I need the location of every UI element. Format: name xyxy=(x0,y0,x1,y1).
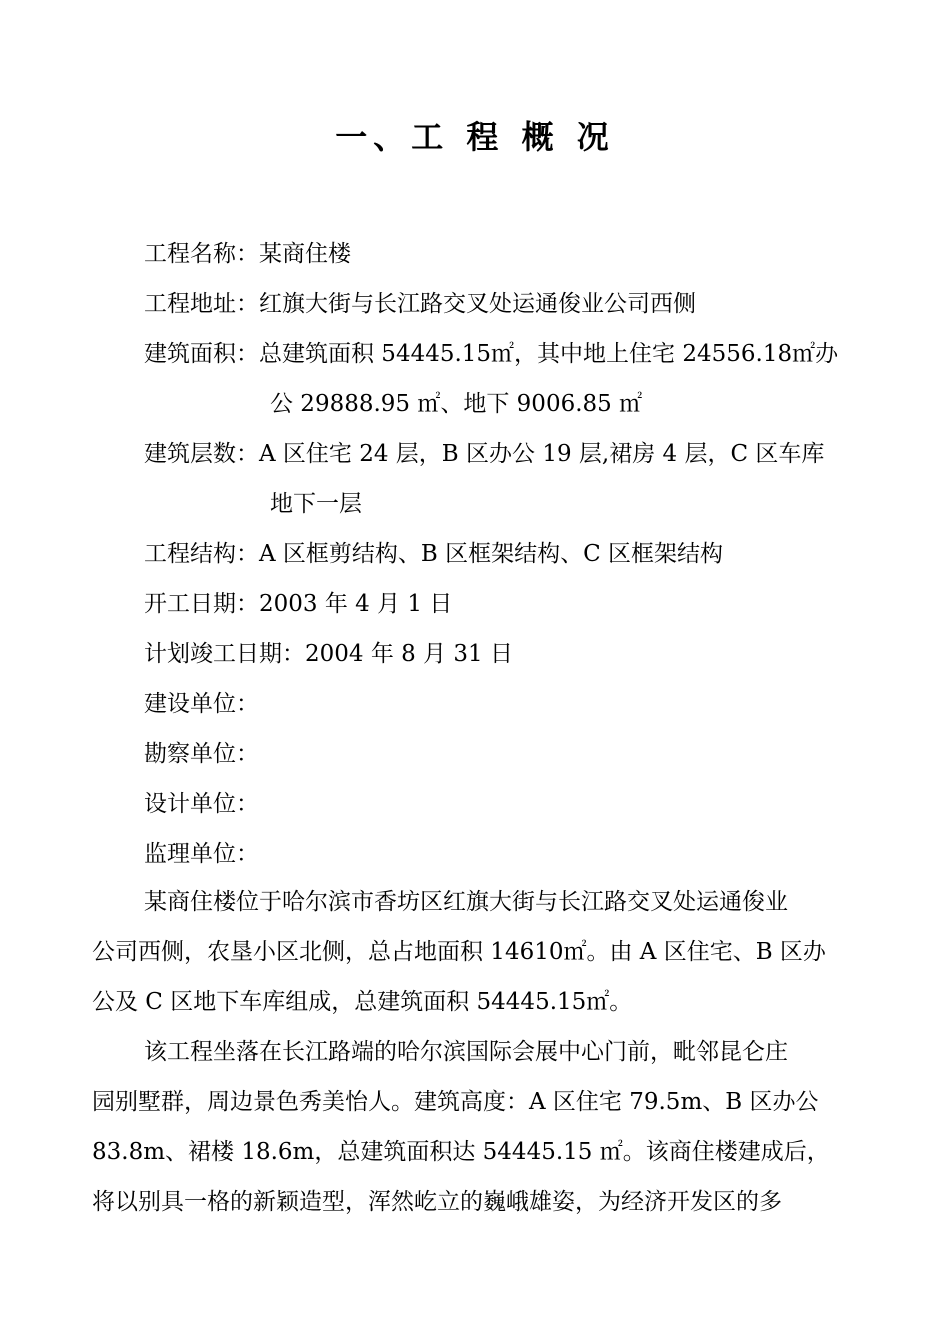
paragraph-line: 将以别具一格的新颖造型，浑然屹立的巍峨雄姿，为经济开发区的多 xyxy=(92,1189,782,1215)
field-builder xyxy=(144,679,864,729)
field-planned-completion xyxy=(144,629,864,679)
field-label: 开工日期： xyxy=(144,591,259,617)
field-value: 某商住楼 xyxy=(259,241,351,267)
field-survey-unit xyxy=(144,729,864,779)
field-label: 计划竣工日期： xyxy=(144,641,305,667)
field-supervision-unit xyxy=(144,829,864,879)
field-label: 建筑层数： xyxy=(144,441,259,467)
field-value: A 区住宅 24 层，B 区办公 19 层,裙房 4 层，C 区车库 xyxy=(259,441,825,467)
field-building-area xyxy=(144,329,864,379)
field-value: 总建筑面积 54445.15㎡，其中地上住宅 24556.18㎡办 xyxy=(259,341,839,367)
field-value: 红旗大街与长江路交叉处运通俊业公司西侧 xyxy=(259,291,696,317)
page-title: 一、工 程 概 况 xyxy=(335,118,615,156)
field-building-floors-continuation: 地下一层 xyxy=(270,491,362,517)
field-building-area-continuation: 公 29888.95 ㎡、地下 9006.85 ㎡ xyxy=(270,391,643,417)
paragraph-line: 83.8m、裙楼 18.6m，总建筑面积达 54445.15 ㎡。该商住楼建成后， xyxy=(92,1139,830,1165)
field-label: 建筑面积： xyxy=(144,341,259,367)
field-building-floors xyxy=(144,429,864,479)
paragraph-line: 园别墅群，周边景色秀美怡人。建筑高度：A 区住宅 79.5m、B 区办公 xyxy=(92,1089,819,1115)
paragraph-line: 该工程坐落在长江路端的哈尔滨国际会展中心门前，毗邻昆仑庄 xyxy=(144,1039,788,1065)
paragraph-line: 某商住楼位于哈尔滨市香坊区红旗大街与长江路交叉处运通俊业 xyxy=(144,889,788,915)
field-label: 监理单位： xyxy=(144,841,259,867)
field-label: 建设单位： xyxy=(144,691,259,717)
field-project-name xyxy=(144,229,864,279)
paragraph-location xyxy=(92,877,862,1027)
field-label: 工程名称： xyxy=(144,241,259,267)
field-label: 工程地址： xyxy=(144,291,259,317)
field-design-unit xyxy=(144,779,864,829)
field-value: 2004 年 8 月 31 日 xyxy=(305,641,513,667)
field-structure xyxy=(144,529,864,579)
field-value: A 区框剪结构、B 区框架结构、C 区框架结构 xyxy=(259,541,724,567)
paragraph-description xyxy=(92,1027,862,1227)
field-start-date xyxy=(144,579,864,629)
field-label: 工程结构： xyxy=(144,541,259,567)
field-project-address xyxy=(144,279,864,329)
field-label: 勘察单位： xyxy=(144,741,259,767)
field-label: 设计单位： xyxy=(144,791,259,817)
paragraph-line: 公及 C 区地下车库组成，总建筑面积 54445.15㎡。 xyxy=(92,989,633,1015)
field-value: 2003 年 4 月 1 日 xyxy=(259,591,453,617)
paragraph-line: 公司西侧，农垦小区北侧，总占地面积 14610㎡。由 A 区住宅、B 区办 xyxy=(92,939,826,965)
